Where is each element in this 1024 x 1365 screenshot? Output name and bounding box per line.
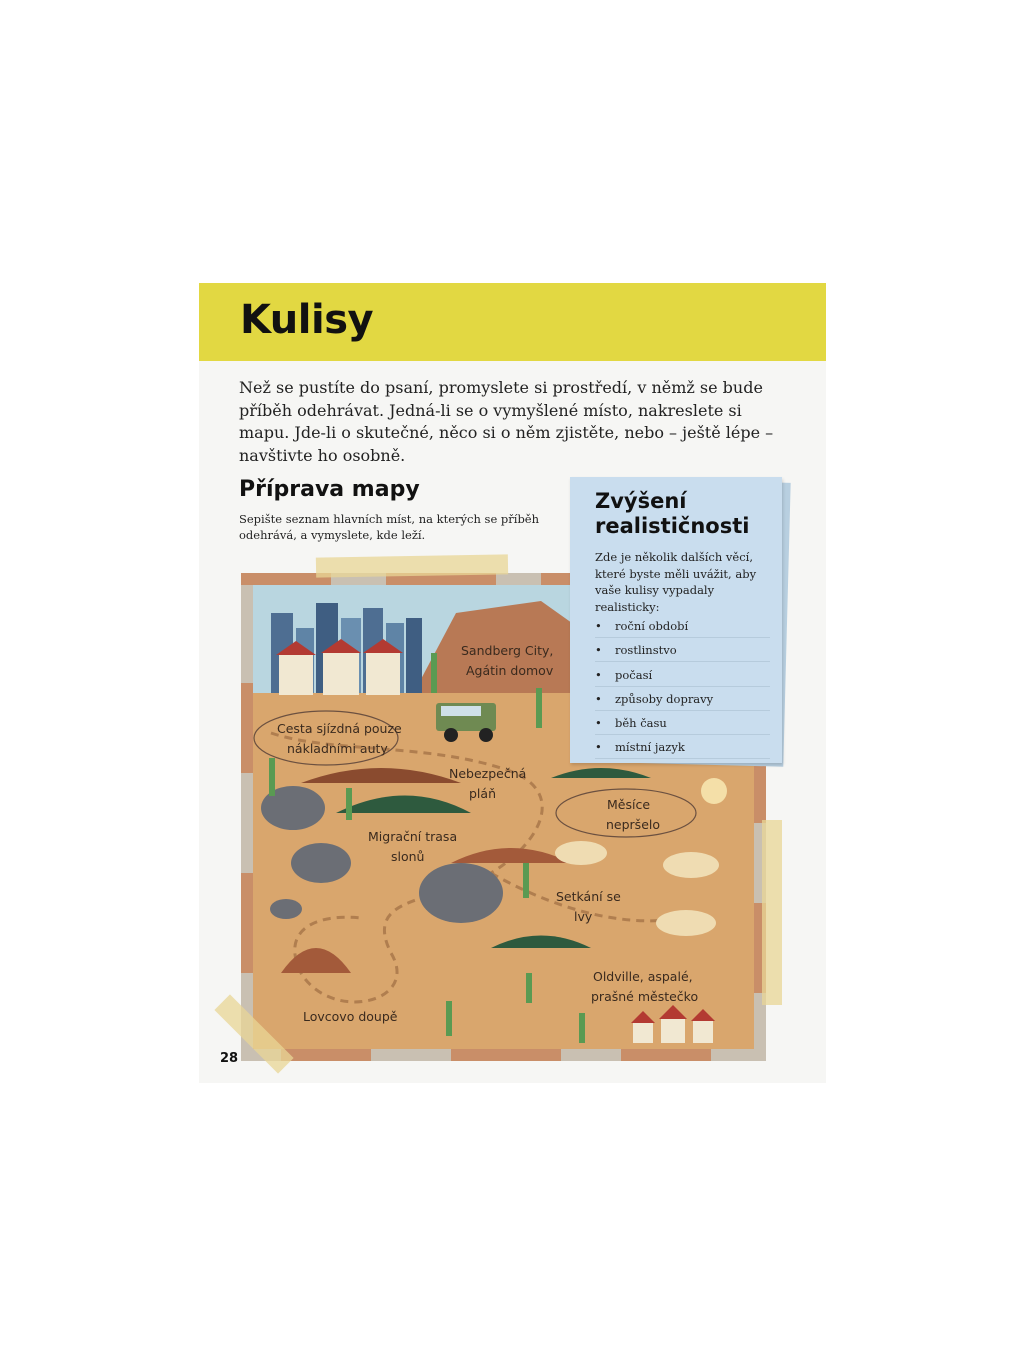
label-town-2: prašné městečko [591,989,699,1004]
city-houses [276,639,403,695]
label-danger-2: pláň [469,786,496,801]
section-text: Sepište seznam hlavních míst, na kterých se příběh odehrává, a vymyslete, kde leží. [239,512,540,542]
label-lions-1: Setkání se [556,889,621,904]
card-title: Zvýšení realističnosti [595,489,750,538]
label-town-1: Oldville, aspalé, [593,969,693,984]
label-migration-1: Migrační trasa [368,829,458,844]
list-item: • běh času [595,712,770,735]
label-lions-2: lvy [574,909,593,924]
label-moons-2: nepršelo [606,817,661,832]
sun-icon [701,778,727,804]
label-city-1: Sandberg City, [461,643,554,658]
label-moons-1: Měsíce [607,797,651,812]
label-road-2: nákladními auty [287,741,388,756]
section-title: Příprava mapy [239,477,420,502]
intro-paragraph: Než se pustíte do psaní, promyslete si prostředí, v němž se bude příběh odehrávat. Jedná-li se o vymyšlené místo, nakreslete si mapu. Jde-li o skutečné, něco si o něm zjistěte, nebo – ještě lépe – navštivte ho osobně. [239,378,774,465]
label-danger-1: Nebezpečná [449,766,527,781]
tape-strip [762,820,782,1005]
card-intro: Zde je několik dalších věcí, které byste měli uvážit, aby vaše kulisy vypadaly realisticky: [595,550,757,614]
list-item: • místní jazyk [595,736,770,759]
label-city-2: Agátin domov [466,663,554,678]
list-item: • roční období [595,615,770,638]
book-page [199,283,826,1083]
label-hunter: Lovcovo doupě [303,1009,398,1024]
list-item: • počasí [595,664,770,687]
label-migration-2: slonů [391,849,425,864]
tips-card [570,477,782,763]
page-number: 28 [220,1051,239,1066]
page-title: Kulisy [240,297,374,343]
tape-strip [316,554,508,577]
list-item: • způsoby dopravy [595,688,770,711]
list-item: • rostlinstvo [595,639,770,662]
label-road-1: Cesta sjízdná pouze [277,721,402,736]
card-list [595,615,770,761]
